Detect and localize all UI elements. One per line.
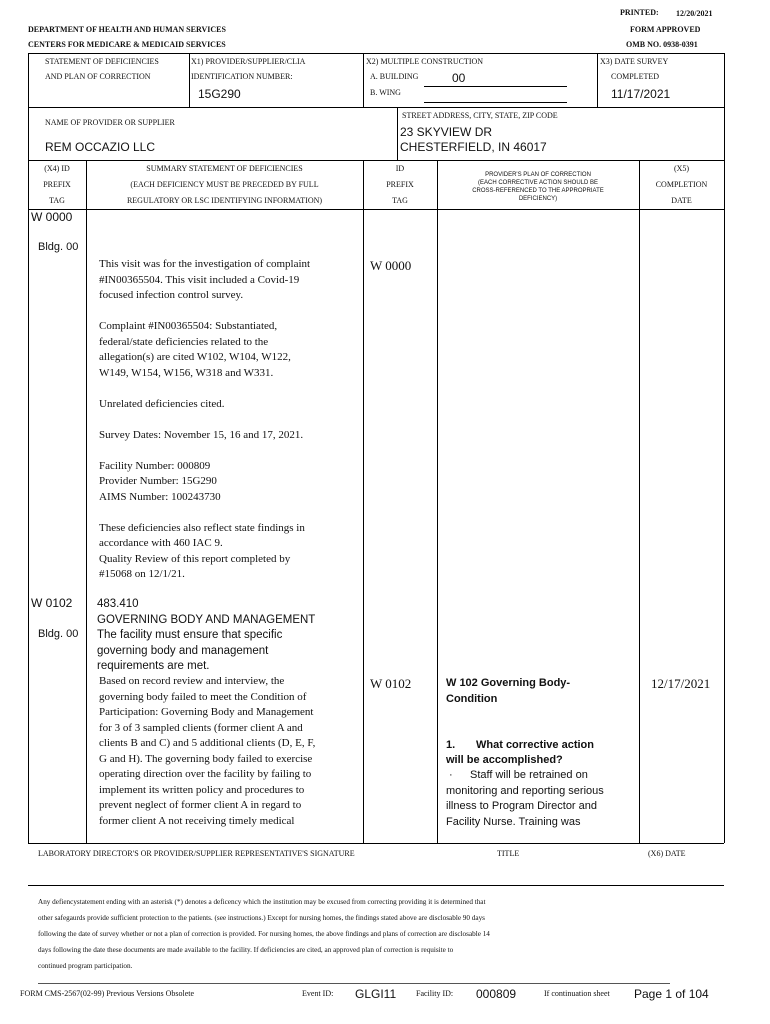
plan-body bbox=[446, 768, 636, 830]
tag-w0000: W 0000 bbox=[31, 210, 73, 224]
divider bbox=[189, 53, 190, 107]
x5-completion: COMPLETION bbox=[655, 180, 708, 189]
plan-label: AND PLAN OF CORRECTION bbox=[45, 72, 151, 81]
divider bbox=[597, 53, 598, 107]
text-line: requirements are met. bbox=[97, 660, 210, 672]
row-divider bbox=[28, 160, 724, 161]
department-name: DEPARTMENT OF HEALTH AND HUMAN SERVICES bbox=[28, 25, 226, 34]
text-line: 483.410 bbox=[97, 598, 139, 610]
text-line: focused infection control survey. bbox=[99, 289, 244, 301]
frame-top bbox=[28, 53, 724, 54]
w0102-summary bbox=[99, 674, 361, 829]
id-tag-w0102: W 0102 bbox=[370, 676, 412, 691]
plan-question-1: What corrective action bbox=[476, 739, 594, 751]
text-line: implement its written policy and procedures to bbox=[99, 783, 305, 796]
summary-header-2: (EACH DEFICIENCY MUST BE PRECEDED BY FULL bbox=[130, 180, 319, 189]
text-line: operating direction over the facility by failing to bbox=[99, 768, 312, 780]
summary-header-3: REGULATORY OR LSC IDENTIFYING INFORMATION) bbox=[126, 196, 323, 205]
disclaimer-line: continued program participation. bbox=[38, 962, 133, 970]
text-line: clients B and C) and 5 additional clients (D, E, F, bbox=[99, 737, 316, 749]
text-line: governing body and management bbox=[97, 644, 269, 657]
text-line: G and H). The governing body failed to exercise bbox=[99, 752, 313, 765]
text-line: illness to Program Director and bbox=[446, 800, 598, 812]
text-line: Complaint #IN00365504: Substantiated, bbox=[99, 320, 278, 332]
plan-title-line: W 102 Governing Body- bbox=[446, 677, 571, 689]
building-label: A. BUILDING bbox=[370, 72, 419, 81]
building-underline bbox=[424, 86, 567, 87]
disclaimer-line: following the date of survey whether or not a plan of correction is provided. For nursing homes, the above findings and plans of correction are disclosable 14 bbox=[38, 930, 490, 938]
tag-w0102: W 0102 bbox=[31, 596, 73, 610]
row-divider bbox=[28, 209, 724, 210]
plan-question-number: 1. bbox=[446, 739, 456, 751]
plan-header-3: CROSS-REFERENCED TO THE APPROPRIATE bbox=[472, 188, 604, 194]
disclaimer-line: Any defiencystatement ending with an asterisk (*) denotes a deficency which the institution may be excused from correcting providing it is determined that bbox=[38, 898, 486, 906]
text-line: Survey Dates: November 15, 16 and 17, 2021. bbox=[99, 428, 304, 441]
bldg-w0000: Bldg. 00 bbox=[38, 241, 79, 253]
text-line: governing body failed to meet the Condition of bbox=[99, 690, 307, 703]
signature-bottom bbox=[28, 885, 724, 886]
title-label: TITLE bbox=[497, 849, 520, 858]
centers-name: CENTERS FOR MEDICARE & MEDICAID SERVICES bbox=[28, 40, 226, 49]
text-line bbox=[99, 412, 361, 428]
text-line: for 3 of 3 sampled clients (former client A and bbox=[99, 721, 303, 734]
address-line-2: CHESTERFIELD, IN 46017 bbox=[400, 140, 547, 154]
id-tag: TAG bbox=[392, 196, 408, 205]
wing-underline bbox=[424, 102, 567, 103]
text-line bbox=[99, 505, 361, 521]
summary-header: SUMMARY STATEMENT OF DEFICIENCIES bbox=[146, 164, 303, 173]
continuation-label: If continuation sheet bbox=[544, 989, 610, 998]
text-line: W149, W154, W156, W318 and W331. bbox=[99, 366, 274, 379]
bldg-w0102: Bldg. 00 bbox=[38, 628, 79, 640]
text-line: monitoring and reporting serious bbox=[446, 784, 604, 797]
text-line bbox=[99, 304, 361, 320]
printed-label: PRINTED: bbox=[620, 8, 659, 17]
plan-title bbox=[446, 676, 570, 707]
form-number: FORM CMS-2567(02-99) Previous Versions Obsolete bbox=[20, 989, 195, 998]
event-id-value: GLGI11 bbox=[355, 987, 397, 1001]
text-line: These deficiencies also reflect state findings in bbox=[99, 521, 305, 534]
provider-name-value: REM OCCAZIO LLC bbox=[45, 140, 156, 154]
x4-prefix: PREFIX bbox=[43, 180, 71, 189]
col-divider bbox=[639, 160, 640, 843]
x2-label: X2) MULTIPLE CONSTRUCTION bbox=[366, 57, 484, 66]
plan-header-4: DEFICIENCY) bbox=[518, 196, 558, 202]
address-label: STREET ADDRESS, CITY, STATE, ZIP CODE bbox=[402, 111, 558, 120]
w0000-summary bbox=[99, 257, 361, 583]
x1-label-2: IDENTIFICATION NUMBER: bbox=[191, 72, 293, 81]
x6-date-label: (X6) DATE bbox=[648, 849, 686, 858]
x5-date: DATE bbox=[671, 196, 692, 205]
disclaimer-underline bbox=[38, 983, 670, 984]
text-line: accordance with 460 IAC 9. bbox=[99, 537, 223, 549]
plan-header: PROVIDER'S PLAN OF CORRECTION bbox=[485, 172, 591, 178]
plan-title-line: Condition bbox=[446, 692, 498, 705]
disclaimer bbox=[38, 894, 718, 974]
page-number: Page 1 of 104 bbox=[634, 987, 709, 1001]
survey-date-value: 11/17/2021 bbox=[611, 87, 671, 101]
text-line bbox=[99, 443, 361, 459]
id-header: ID bbox=[395, 164, 405, 173]
statement-label: STATEMENT OF DEFICIENCIES bbox=[45, 57, 159, 66]
text-line: This visit was for the investigation of complaint bbox=[99, 258, 311, 270]
text-line: Quality Review of this report completed by bbox=[99, 552, 291, 565]
plan-header-2: (EACH CORRECTIVE ACTION SHOULD BE bbox=[477, 180, 599, 186]
text-line bbox=[99, 381, 361, 397]
x4-header: (X4) ID bbox=[44, 164, 70, 173]
x1-label: X1) PROVIDER/SUPPLIER/CLIA bbox=[191, 57, 306, 66]
x3-label: X3) DATE SURVEY bbox=[600, 57, 669, 66]
row-divider bbox=[28, 107, 724, 108]
x4-tag: TAG bbox=[49, 196, 65, 205]
address-line-1: 23 SKYVIEW DR bbox=[400, 125, 493, 139]
director-signature-label: LABORATORY DIRECTOR'S OR PROVIDER/SUPPLIER REPRESENTATIVE'S SIGNATURE bbox=[38, 849, 355, 858]
completion-date: 12/17/2021 bbox=[651, 676, 711, 691]
divider bbox=[363, 53, 364, 107]
printed-date: 12/20/2021 bbox=[676, 9, 713, 18]
text-line: Participation: Governing Body and Management bbox=[99, 706, 314, 718]
text-line: former client A not receiving timely medical bbox=[99, 814, 295, 827]
w0102-regulation bbox=[97, 597, 362, 675]
wing-label: B. WING bbox=[370, 88, 401, 97]
id-tag-w0000: W 0000 bbox=[370, 258, 412, 273]
event-id-label: Event ID: bbox=[302, 989, 334, 998]
text-line: Facility Number: 000809 bbox=[99, 459, 211, 472]
omb-number: OMB NO. 0938-0391 bbox=[626, 40, 698, 49]
text-line: allegation(s) are cited W102, W104, W122, bbox=[99, 351, 291, 363]
text-line: Provider Number: 15G290 bbox=[99, 475, 217, 487]
table-bottom bbox=[28, 843, 724, 844]
divider bbox=[397, 107, 398, 160]
text-line: prevent neglect of former client A in regard to bbox=[99, 799, 302, 811]
plan-question-2: will be accomplished? bbox=[446, 754, 563, 766]
provider-name-label: NAME OF PROVIDER OR SUPPLIER bbox=[45, 118, 175, 127]
plan-bullet: · bbox=[449, 769, 453, 781]
facility-id-value: 000809 bbox=[476, 987, 517, 1001]
text-line: GOVERNING BODY AND MANAGEMENT bbox=[97, 613, 316, 626]
id-prefix: PREFIX bbox=[386, 180, 414, 189]
text-line: Staff will be retrained on bbox=[470, 769, 588, 781]
facility-id-label: Facility ID: bbox=[416, 989, 454, 998]
x5-header: (X5) bbox=[673, 164, 690, 173]
x3-label-2: COMPLETED bbox=[611, 72, 659, 81]
text-line: The facility must ensure that specific bbox=[97, 629, 283, 641]
col-divider bbox=[437, 160, 438, 843]
disclaimer-line: days following the date these documents are made available to the facility. If deficiencies are cited, an approved plan of correction is requisite to bbox=[38, 946, 454, 954]
frame-right bbox=[724, 53, 725, 843]
text-line: #IN00365504. This visit included a Covid-19 bbox=[99, 273, 300, 286]
text-line: Unrelated deficiencies cited. bbox=[99, 397, 225, 410]
text-line: Based on record review and interview, the bbox=[99, 675, 285, 687]
building-value: 00 bbox=[452, 71, 466, 85]
text-line: federal/state deficiencies related to the bbox=[99, 335, 269, 348]
text-line: AIMS Number: 100243730 bbox=[99, 490, 221, 503]
text-line: #15068 on 12/1/21. bbox=[99, 568, 185, 580]
col-divider bbox=[86, 160, 87, 843]
disclaimer-line: other safegaurds provide sufficient protection to the patients. (see instructions.) Except for nursing homes, the findings stated above are disclosable 90 days bbox=[38, 914, 485, 922]
col-divider bbox=[363, 160, 364, 843]
form-approved: FORM APPROVED bbox=[630, 25, 701, 34]
provider-id-value: 15G290 bbox=[198, 87, 241, 101]
text-line: Facility Nurse. Training was bbox=[446, 815, 581, 828]
